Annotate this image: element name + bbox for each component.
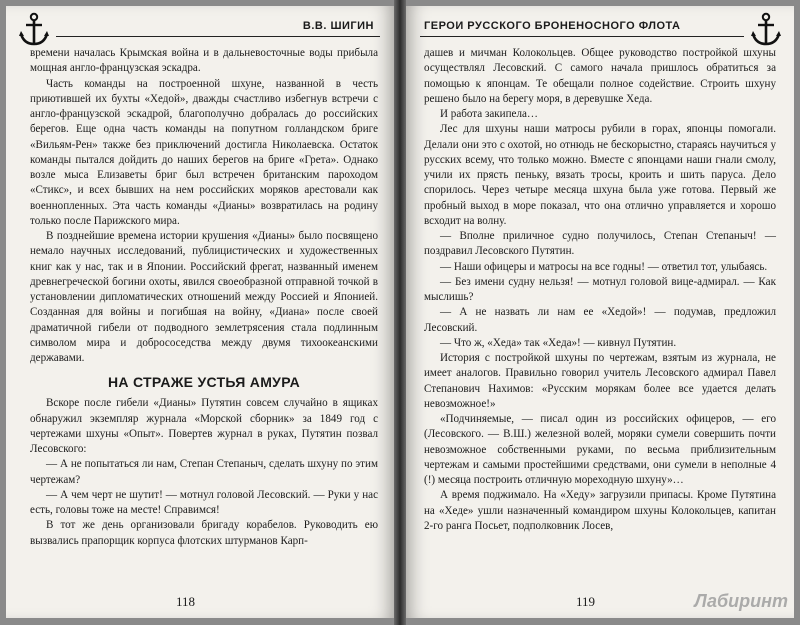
paragraph: — Вполне приличное судно получилось, Степан Степаныч! — поздравил Лесовского Путятин. <box>424 230 776 258</box>
watermark-logo: Лабиринт <box>694 591 788 611</box>
book-spine <box>394 0 406 625</box>
running-header: В.В. ШИГИН <box>302 20 374 32</box>
paragraph: А время поджимало. На «Хеду» загрузили припасы. Кроме Путятина на «Хеде» ушли назначенный командиром шхуны Колокольцев, капитан 2-го ранга Посьет, подполковник Лосев, <box>424 489 776 532</box>
paragraph: — Что ж, «Хеда» так «Хеда»! — кивнул Путятин. <box>440 336 677 349</box>
running-header: ГЕРОИ РУССКОГО БРОНЕНОСНОГО ФЛОТА <box>424 20 681 32</box>
paragraph: История с постройкой шхуны по чертежам, взятым из журнала, не имеет аналогов. Правильно говорил учитель Лесовского адмирал Павел Степанович Нахимов: «Русским морякам более все удается делать невозможное!» <box>424 352 776 410</box>
anchor-icon <box>14 10 54 48</box>
page-body <box>424 46 776 534</box>
paragraph: Вскоре после гибели «Дианы» Путятин совсем случайно в ящиках обнаружил экземпляр журнала «Морской сборник» за 1849 год с чертежами шхуны «Опыт». Повертев журнал в руках, Путятин позвал Лесовского: <box>30 397 378 455</box>
paragraph: И работа закипела… <box>440 108 539 120</box>
paragraph: дашев и мичман Колокольцев. Общее руководство постройкой шхуны осуществлял Лесовский. С самого начала пришлось обратиться за помощью к японцам. Те обещали полное содействие. Строить шхуну решено было на берегу моря, в деревушке Хеда. <box>424 47 776 105</box>
header-rule <box>420 36 744 37</box>
section-heading: НА СТРАЖЕ УСТЬЯ АМУРА <box>107 374 301 391</box>
page-number: 119 <box>576 594 596 609</box>
paragraph: В тот же день организовали бригаду корабелов. Руководить ею вызвались прапорщик корпуса флотских штурманов Карп- <box>30 519 378 547</box>
header-rule <box>56 36 380 37</box>
right-page <box>406 6 794 618</box>
paragraph: «Подчиняемые, — писал один из российских офицеров, — его (Лесовского. — В.Ш.) железной волей, моряки сумели совершить почти невозможное собственными руками, по весьма приблизительным чертежам и самыми простейшими средствами, они сумели в неполные 4 (!) месяца построить отличную мореходную шхуну»… <box>424 413 776 486</box>
paragraph: Часть команды на построенной шхуне, названной в честь приютившей их бухты «Хедой», дважды счастливо избегнув встречи с англо-французской эскадрой, благополучно добралась до российских берегов. Еще одна часть команды на попутном голландском бриге «Вильям-Рен» также без приключений достигла Николаевска. Остаток команды пытался дойдить до наших берегов на бриге «Грета». Однако возле мыса Елизаветы бриг был встречен британским пароходом «Стикс», и всех бывших на нем российских моряков арестовали как военнопленных. Эта часть команды «Дианы» возвратилась на родину только после Парижского мира. <box>30 77 378 227</box>
page-body <box>30 46 378 549</box>
paragraph: времени началась Крымская война и в дальневосточные воды прибыла мощная англо-французская эскадра. <box>30 47 378 75</box>
anchor-icon <box>746 10 786 48</box>
left-page <box>6 6 394 618</box>
paragraph: В позднейшие времена истории крушения «Дианы» было посвящено немало научных исследований, публицистических и художественных книг как у нас, так и в Японии. Российский фрегат, названный именем древнегреческой богини охоты, явился своеобразной отправной точкой в установлении дипломатических отношений между Россией и Японией. Созданная для войны и погибшая на войну, «Диана» после своей драматичной гибели от подводного землетрясения стала подлинным символом мира и добрососедства между двумя тихоокеанскими державами. <box>30 230 378 364</box>
paragraph: — А не назвать ли нам ее «Хедой»! — подумав, предложил Лесовский. <box>424 306 776 334</box>
paragraph: Лес для шхуны наши матросы рубили в горах, японцы помогали. Делали они это с охотой, но отнюдь не бескорыстно, стараясь научиться у русских всему, что только можно. Вместе с японцами наши гнали смолу, учили их прясть пеньку, вязать тросы, кроить и шить паруса. Дело спорилось. Через четыре месяца шхуна была уже готова. Первый же пробный выход в море показал, что она отлично управляется и хорошо всходит на волну. <box>424 123 776 227</box>
paragraph: — А чем черт не шутит! — мотнул головой Лесовский. — Руки у нас есть, головы тоже на месте! Справимся! <box>30 488 378 516</box>
paragraph: — Без имени судну нельзя! — мотнул головой вице-адмирал. — Как мыслишь? <box>424 275 776 303</box>
page-number: 118 <box>176 594 196 609</box>
paragraph: — А не попытаться ли нам, Степан Степаныч, сделать шхуну по этим чертежам? <box>30 458 378 486</box>
paragraph: — Наши офицеры и матросы на все годны! — ответил тот, улыбаясь. <box>440 260 768 273</box>
